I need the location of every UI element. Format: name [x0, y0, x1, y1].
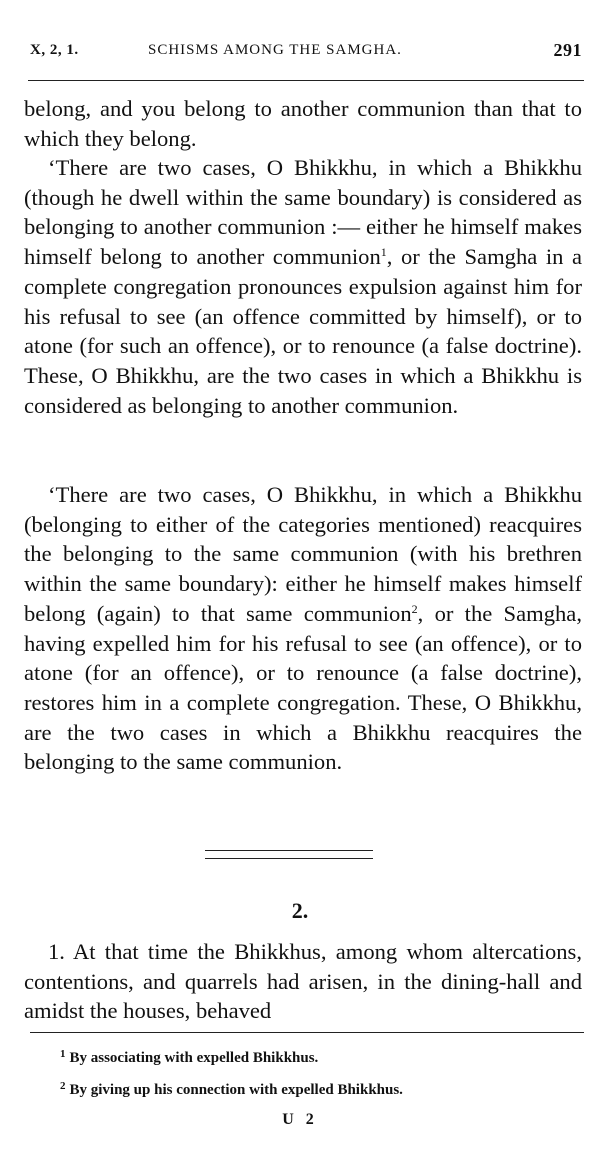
paragraph-text	[24, 153, 582, 420]
paragraph-two-cases-other-communion	[24, 153, 582, 420]
footnote-2	[60, 1072, 403, 1104]
header-rule	[28, 80, 584, 81]
paragraph-two-cases-reacquires	[24, 480, 582, 777]
paragraph-text-part: ‘There are two cases, O Bhikkhu, in which a Bhikkhu (though he dwell within the same boundary) is considered as belonging to another communion :— either he himself makes himself belong to another communion	[24, 155, 582, 270]
paragraph-continuation	[24, 94, 582, 153]
paragraph-section-start	[24, 937, 582, 1026]
paragraph-text-part: , or the Samgha in a complete congregation pronounces expulsion against him for his refusal to see (an offence committed by himself), or to atone (for such an offence), or to renounce (a false doctrine). These, O Bhikkhu, are the two cases in which a Bhikkhu is considered as belonging to another communion.	[24, 244, 582, 418]
section-divider	[205, 850, 373, 859]
printer-signature: U 2	[282, 1111, 318, 1128]
footnote-text: By giving up his connection with expelled Bhikkhus.	[69, 1082, 403, 1098]
paragraph-text	[24, 480, 582, 777]
footnote-mark: 1	[60, 1048, 66, 1060]
footnote-mark: 2	[60, 1080, 66, 1092]
section-number: 2.	[291, 898, 309, 923]
footnote-text: By associating with expelled Bhikkhus.	[69, 1050, 319, 1066]
paragraph-text: 1. At that time the Bhikkhus, among whom altercations, contentions, and quarrels had arisen, in the dining-hall and amidst the houses, behaved	[24, 939, 582, 1024]
footnote-1	[60, 1040, 403, 1072]
paragraph-text: belong, and you belong to another communion than that to which they belong.	[24, 96, 582, 151]
running-title: SCHISMS AMONG THE SAMGHA.	[148, 42, 402, 58]
paragraph-text-part: ‘There are two cases, O Bhikkhu, in which a Bhikkhu (belonging to either of the categories mentioned) reacquires the belonging to the same communion (with his brethren within the same boundary): either he himself makes himself belong (again) to that same communion	[24, 482, 582, 626]
running-head	[30, 42, 582, 68]
footnote-rule	[30, 1032, 584, 1033]
page-number: 291	[553, 40, 582, 60]
paragraph-text-part: , or the Samgha, having expelled him for his refusal to see (an offence), or to atone (for an offence), or to renounce (a false doctrine), restores him in a complete congregation. These, O Bhikkhu, are the two cases in which a Bhikkhu reacquires the belonging to the same communion.	[24, 600, 582, 775]
footnotes	[60, 1040, 403, 1104]
chapter-reference: X, 2, 1.	[30, 42, 79, 58]
footnote-reference-2: 2	[411, 601, 418, 616]
footnote-reference-1: 1	[380, 245, 387, 260]
